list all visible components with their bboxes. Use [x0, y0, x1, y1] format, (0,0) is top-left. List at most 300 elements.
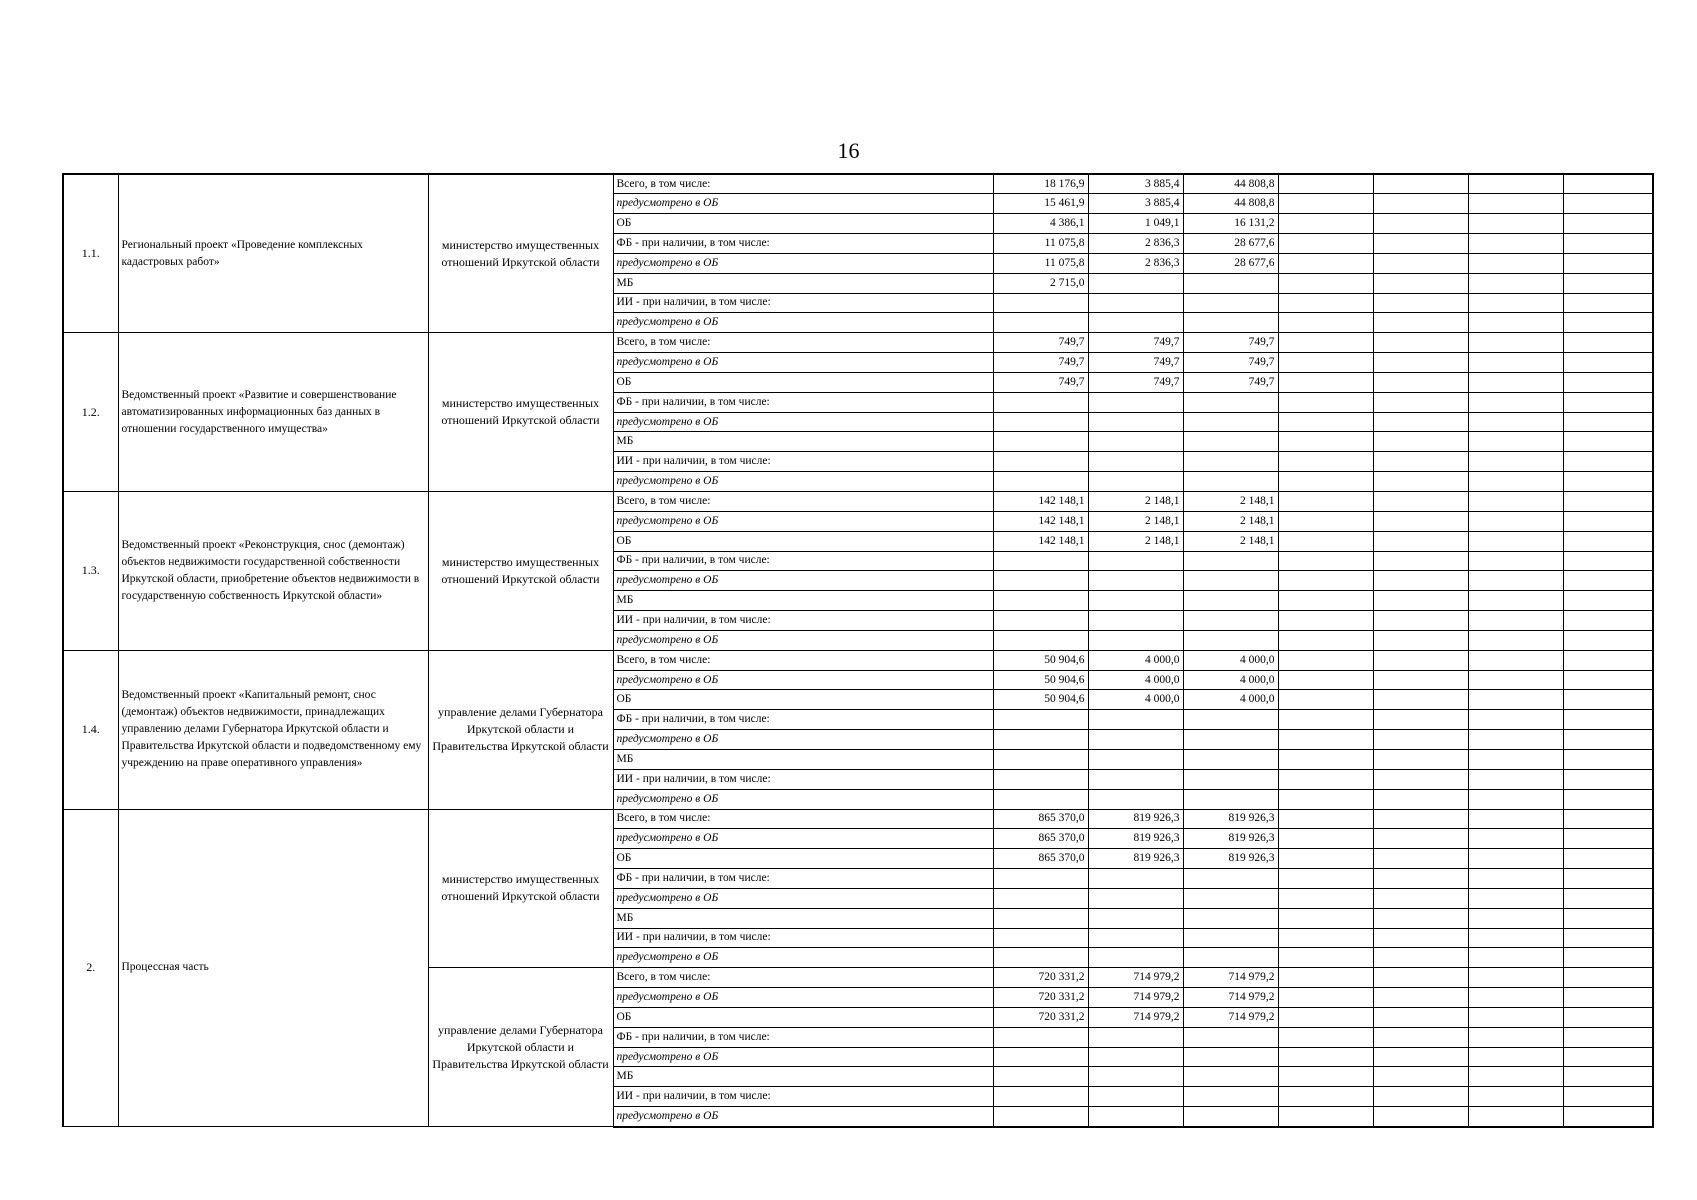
amount-cell	[1183, 611, 1278, 631]
amount-cell	[1183, 1067, 1278, 1087]
amount-cell	[993, 611, 1088, 631]
amount-cell	[993, 1107, 1088, 1127]
empty-amount-cell	[1373, 551, 1468, 571]
empty-amount-cell	[1278, 214, 1373, 234]
empty-amount-cell	[1468, 968, 1563, 988]
amount-cell	[1088, 611, 1183, 631]
empty-amount-cell	[1278, 988, 1373, 1008]
empty-amount-cell	[1278, 293, 1373, 313]
funding-source-label: предусмотрено в ОБ	[613, 313, 993, 333]
funding-source-label: предусмотрено в ОБ	[613, 353, 993, 373]
amount-cell: 865 370,0	[993, 849, 1088, 869]
table-row	[63, 650, 1653, 670]
empty-amount-cell	[1468, 531, 1563, 551]
empty-amount-cell	[1373, 1027, 1468, 1047]
amount-cell: 714 979,2	[1088, 968, 1183, 988]
empty-amount-cell	[1468, 650, 1563, 670]
empty-amount-cell	[1373, 492, 1468, 512]
empty-amount-cell	[1468, 1087, 1563, 1107]
empty-amount-cell	[1373, 511, 1468, 531]
empty-amount-cell	[1373, 1087, 1468, 1107]
empty-amount-cell	[1373, 372, 1468, 392]
item-number: 1.2.	[63, 333, 118, 492]
funding-source-label: ИИ - при наличии, в том числе:	[613, 452, 993, 472]
table-row	[63, 809, 1653, 829]
amount-cell	[993, 472, 1088, 492]
amount-cell	[1088, 452, 1183, 472]
empty-amount-cell	[1278, 908, 1373, 928]
empty-amount-cell	[1373, 869, 1468, 889]
amount-cell	[1088, 1047, 1183, 1067]
empty-amount-cell	[1468, 432, 1563, 452]
empty-amount-cell	[1468, 372, 1563, 392]
empty-amount-cell	[1278, 392, 1373, 412]
amount-cell	[993, 432, 1088, 452]
amount-cell	[993, 710, 1088, 730]
amount-cell: 16 131,2	[1183, 214, 1278, 234]
empty-amount-cell	[1373, 412, 1468, 432]
empty-amount-cell	[1563, 769, 1653, 789]
amount-cell: 714 979,2	[1088, 988, 1183, 1008]
empty-amount-cell	[1468, 313, 1563, 333]
empty-amount-cell	[1373, 273, 1468, 293]
amount-cell	[993, 571, 1088, 591]
funding-source-label: ИИ - при наличии, в том числе:	[613, 611, 993, 631]
amount-cell	[1088, 769, 1183, 789]
amount-cell	[1088, 730, 1183, 750]
empty-amount-cell	[1373, 571, 1468, 591]
amount-cell: 720 331,2	[993, 1007, 1088, 1027]
amount-cell: 2 148,1	[1183, 531, 1278, 551]
funding-source-label: ИИ - при наличии, в том числе:	[613, 769, 993, 789]
amount-cell: 749,7	[1088, 333, 1183, 353]
amount-cell: 749,7	[1183, 353, 1278, 373]
amount-cell: 2 148,1	[1088, 511, 1183, 531]
amount-cell: 2 836,3	[1088, 253, 1183, 273]
empty-amount-cell	[1278, 849, 1373, 869]
empty-amount-cell	[1278, 611, 1373, 631]
empty-amount-cell	[1373, 472, 1468, 492]
empty-amount-cell	[1563, 591, 1653, 611]
funding-source-label: Всего, в том числе:	[613, 333, 993, 353]
amount-cell: 2 836,3	[1088, 234, 1183, 254]
empty-amount-cell	[1278, 531, 1373, 551]
amount-cell	[1183, 293, 1278, 313]
amount-cell	[1183, 591, 1278, 611]
empty-amount-cell	[1278, 551, 1373, 571]
empty-amount-cell	[1468, 690, 1563, 710]
empty-amount-cell	[1563, 472, 1653, 492]
funding-source-label: ИИ - при наличии, в том числе:	[613, 1087, 993, 1107]
amount-cell	[1088, 888, 1183, 908]
amount-cell: 749,7	[1088, 353, 1183, 373]
empty-amount-cell	[1278, 1007, 1373, 1027]
funding-source-label: ОБ	[613, 214, 993, 234]
empty-amount-cell	[1468, 888, 1563, 908]
funding-source-label: Всего, в том числе:	[613, 809, 993, 829]
funding-source-label: предусмотрено в ОБ	[613, 412, 993, 432]
empty-amount-cell	[1468, 1007, 1563, 1027]
item-number: 1.4.	[63, 650, 118, 809]
amount-cell: 2 148,1	[1088, 531, 1183, 551]
empty-amount-cell	[1563, 253, 1653, 273]
empty-amount-cell	[1278, 1047, 1373, 1067]
empty-amount-cell	[1563, 214, 1653, 234]
amount-cell	[1183, 432, 1278, 452]
amount-cell	[1183, 769, 1278, 789]
funding-source-label: предусмотрено в ОБ	[613, 1047, 993, 1067]
amount-cell: 4 000,0	[1183, 650, 1278, 670]
funding-source-label: МБ	[613, 591, 993, 611]
funding-source-label: ФБ - при наличии, в том числе:	[613, 234, 993, 254]
amount-cell: 44 808,8	[1183, 174, 1278, 194]
empty-amount-cell	[1563, 849, 1653, 869]
amount-cell	[1183, 948, 1278, 968]
empty-amount-cell	[1373, 293, 1468, 313]
amount-cell	[1183, 412, 1278, 432]
empty-amount-cell	[1278, 1067, 1373, 1087]
funding-source-label: ОБ	[613, 372, 993, 392]
empty-amount-cell	[1278, 1107, 1373, 1127]
empty-amount-cell	[1278, 690, 1373, 710]
amount-cell: 2 148,1	[1183, 492, 1278, 512]
empty-amount-cell	[1373, 710, 1468, 730]
empty-amount-cell	[1373, 253, 1468, 273]
empty-amount-cell	[1563, 313, 1653, 333]
empty-amount-cell	[1278, 313, 1373, 333]
empty-amount-cell	[1563, 234, 1653, 254]
empty-amount-cell	[1468, 988, 1563, 1008]
amount-cell	[993, 1047, 1088, 1067]
empty-amount-cell	[1278, 730, 1373, 750]
empty-amount-cell	[1563, 273, 1653, 293]
empty-amount-cell	[1373, 888, 1468, 908]
funding-source-label: предусмотрено в ОБ	[613, 194, 993, 214]
empty-amount-cell	[1373, 591, 1468, 611]
funding-source-label: предусмотрено в ОБ	[613, 730, 993, 750]
empty-amount-cell	[1468, 472, 1563, 492]
empty-amount-cell	[1278, 432, 1373, 452]
funding-source-label: предусмотрено в ОБ	[613, 948, 993, 968]
empty-amount-cell	[1278, 749, 1373, 769]
amount-cell	[1088, 749, 1183, 769]
item-number: 2.	[63, 809, 118, 1127]
empty-amount-cell	[1563, 531, 1653, 551]
empty-amount-cell	[1563, 412, 1653, 432]
empty-amount-cell	[1278, 948, 1373, 968]
table-row	[63, 333, 1653, 353]
empty-amount-cell	[1373, 849, 1468, 869]
empty-amount-cell	[1563, 492, 1653, 512]
empty-amount-cell	[1468, 492, 1563, 512]
funding-source-label: Всего, в том числе:	[613, 968, 993, 988]
empty-amount-cell	[1563, 174, 1653, 194]
amount-cell	[993, 591, 1088, 611]
amount-cell: 749,7	[993, 372, 1088, 392]
empty-amount-cell	[1373, 333, 1468, 353]
amount-cell: 3 885,4	[1088, 194, 1183, 214]
empty-amount-cell	[1373, 829, 1468, 849]
empty-amount-cell	[1468, 948, 1563, 968]
empty-amount-cell	[1373, 650, 1468, 670]
empty-amount-cell	[1468, 769, 1563, 789]
amount-cell	[1088, 273, 1183, 293]
empty-amount-cell	[1563, 809, 1653, 829]
empty-amount-cell	[1278, 968, 1373, 988]
amount-cell: 714 979,2	[1088, 1007, 1183, 1027]
amount-cell	[993, 730, 1088, 750]
empty-amount-cell	[1563, 968, 1653, 988]
executor-name: министерство имущественных отношений Иркутской области	[428, 333, 613, 492]
amount-cell	[1088, 789, 1183, 809]
empty-amount-cell	[1278, 511, 1373, 531]
empty-amount-cell	[1278, 273, 1373, 293]
empty-amount-cell	[1373, 452, 1468, 472]
empty-amount-cell	[1278, 650, 1373, 670]
amount-cell: 50 904,6	[993, 670, 1088, 690]
empty-amount-cell	[1278, 888, 1373, 908]
amount-cell	[1183, 273, 1278, 293]
empty-amount-cell	[1468, 829, 1563, 849]
empty-amount-cell	[1563, 749, 1653, 769]
amount-cell	[1088, 710, 1183, 730]
empty-amount-cell	[1468, 511, 1563, 531]
amount-cell	[993, 551, 1088, 571]
amount-cell: 4 386,1	[993, 214, 1088, 234]
empty-amount-cell	[1373, 432, 1468, 452]
amount-cell: 2 148,1	[1088, 492, 1183, 512]
empty-amount-cell	[1563, 1107, 1653, 1127]
amount-cell	[1183, 1027, 1278, 1047]
amount-cell	[993, 630, 1088, 650]
empty-amount-cell	[1563, 670, 1653, 690]
amount-cell	[1183, 888, 1278, 908]
funding-source-label: предусмотрено в ОБ	[613, 988, 993, 1008]
empty-amount-cell	[1278, 630, 1373, 650]
amount-cell	[993, 869, 1088, 889]
amount-cell: 4 000,0	[1183, 670, 1278, 690]
empty-amount-cell	[1563, 194, 1653, 214]
empty-amount-cell	[1278, 492, 1373, 512]
empty-amount-cell	[1373, 948, 1468, 968]
empty-amount-cell	[1563, 611, 1653, 631]
empty-amount-cell	[1563, 710, 1653, 730]
empty-amount-cell	[1468, 849, 1563, 869]
funding-source-label: предусмотрено в ОБ	[613, 1107, 993, 1127]
amount-cell	[1088, 551, 1183, 571]
empty-amount-cell	[1468, 174, 1563, 194]
empty-amount-cell	[1563, 690, 1653, 710]
funding-source-label: предусмотрено в ОБ	[613, 253, 993, 273]
amount-cell	[1183, 630, 1278, 650]
empty-amount-cell	[1278, 194, 1373, 214]
empty-amount-cell	[1468, 809, 1563, 829]
funding-source-label: ФБ - при наличии, в том числе:	[613, 1027, 993, 1047]
empty-amount-cell	[1278, 174, 1373, 194]
amount-cell: 720 331,2	[993, 968, 1088, 988]
empty-amount-cell	[1278, 253, 1373, 273]
amount-cell: 11 075,8	[993, 253, 1088, 273]
funding-source-label: ИИ - при наличии, в том числе:	[613, 928, 993, 948]
funding-source-label: МБ	[613, 908, 993, 928]
amount-cell: 4 000,0	[1088, 670, 1183, 690]
amount-cell	[993, 789, 1088, 809]
project-name: Региональный проект «Проведение комплексных кадастровых работ»	[118, 174, 428, 333]
empty-amount-cell	[1373, 769, 1468, 789]
funding-source-label: МБ	[613, 432, 993, 452]
amount-cell: 28 677,6	[1183, 253, 1278, 273]
funding-source-label: предусмотрено в ОБ	[613, 571, 993, 591]
empty-amount-cell	[1278, 571, 1373, 591]
funding-source-label: предусмотрено в ОБ	[613, 670, 993, 690]
project-name: Ведомственный проект «Реконструкция, снос (демонтаж) объектов недвижимости государственной собственности Иркутской области, приобретение объектов недвижимости в государственную собственность Иркутской области»	[118, 492, 428, 651]
funding-source-label: ОБ	[613, 531, 993, 551]
empty-amount-cell	[1468, 1067, 1563, 1087]
empty-amount-cell	[1468, 710, 1563, 730]
funding-source-label: предусмотрено в ОБ	[613, 511, 993, 531]
empty-amount-cell	[1373, 988, 1468, 1008]
amount-cell	[1088, 571, 1183, 591]
funding-source-label: МБ	[613, 1067, 993, 1087]
amount-cell: 1 049,1	[1088, 214, 1183, 234]
empty-amount-cell	[1468, 749, 1563, 769]
empty-amount-cell	[1278, 591, 1373, 611]
empty-amount-cell	[1373, 214, 1468, 234]
executor-name: министерство имущественных отношений Иркутской области	[428, 174, 613, 333]
empty-amount-cell	[1373, 928, 1468, 948]
amount-cell	[1183, 749, 1278, 769]
funding-source-label: МБ	[613, 273, 993, 293]
amount-cell	[1088, 869, 1183, 889]
empty-amount-cell	[1278, 670, 1373, 690]
empty-amount-cell	[1373, 392, 1468, 412]
amount-cell	[1183, 551, 1278, 571]
executor-name: министерство имущественных отношений Иркутской области	[428, 809, 613, 968]
empty-amount-cell	[1563, 511, 1653, 531]
amount-cell	[1183, 928, 1278, 948]
funding-source-label: Всего, в том числе:	[613, 174, 993, 194]
empty-amount-cell	[1278, 452, 1373, 472]
empty-amount-cell	[1563, 1027, 1653, 1047]
empty-amount-cell	[1373, 234, 1468, 254]
empty-amount-cell	[1468, 353, 1563, 373]
amount-cell: 28 677,6	[1183, 234, 1278, 254]
empty-amount-cell	[1468, 908, 1563, 928]
empty-amount-cell	[1278, 412, 1373, 432]
amount-cell	[1183, 869, 1278, 889]
funding-source-label: предусмотрено в ОБ	[613, 472, 993, 492]
amount-cell	[1183, 1047, 1278, 1067]
amount-cell	[993, 888, 1088, 908]
empty-amount-cell	[1563, 1087, 1653, 1107]
amount-cell	[1183, 710, 1278, 730]
empty-amount-cell	[1278, 829, 1373, 849]
amount-cell	[1183, 789, 1278, 809]
amount-cell	[1088, 1027, 1183, 1047]
amount-cell	[993, 928, 1088, 948]
item-number: 1.1.	[63, 174, 118, 333]
amount-cell	[1183, 313, 1278, 333]
empty-amount-cell	[1563, 730, 1653, 750]
empty-amount-cell	[1468, 571, 1563, 591]
empty-amount-cell	[1563, 869, 1653, 889]
empty-amount-cell	[1278, 234, 1373, 254]
empty-amount-cell	[1468, 194, 1563, 214]
funding-source-label: предусмотрено в ОБ	[613, 829, 993, 849]
amount-cell: 714 979,2	[1183, 968, 1278, 988]
amount-cell	[1088, 432, 1183, 452]
empty-amount-cell	[1468, 1047, 1563, 1067]
empty-amount-cell	[1563, 888, 1653, 908]
amount-cell: 749,7	[1088, 372, 1183, 392]
empty-amount-cell	[1563, 1007, 1653, 1027]
amount-cell: 4 000,0	[1088, 690, 1183, 710]
empty-amount-cell	[1373, 789, 1468, 809]
empty-amount-cell	[1468, 869, 1563, 889]
page-number: 16	[837, 138, 860, 163]
empty-amount-cell	[1563, 1047, 1653, 1067]
amount-cell	[993, 749, 1088, 769]
funding-source-label: Всего, в том числе:	[613, 650, 993, 670]
empty-amount-cell	[1373, 531, 1468, 551]
empty-amount-cell	[1373, 968, 1468, 988]
budget-table	[62, 173, 1654, 1128]
empty-amount-cell	[1563, 353, 1653, 373]
empty-amount-cell	[1468, 1107, 1563, 1127]
empty-amount-cell	[1373, 1047, 1468, 1067]
amount-cell	[1088, 1087, 1183, 1107]
empty-amount-cell	[1563, 333, 1653, 353]
empty-amount-cell	[1373, 174, 1468, 194]
amount-cell	[1088, 472, 1183, 492]
amount-cell	[993, 769, 1088, 789]
empty-amount-cell	[1373, 1007, 1468, 1027]
amount-cell	[1183, 472, 1278, 492]
amount-cell	[1088, 1067, 1183, 1087]
empty-amount-cell	[1563, 372, 1653, 392]
amount-cell	[1183, 1107, 1278, 1127]
empty-amount-cell	[1373, 353, 1468, 373]
amount-cell	[993, 412, 1088, 432]
amount-cell: 749,7	[993, 353, 1088, 373]
empty-amount-cell	[1278, 472, 1373, 492]
empty-amount-cell	[1373, 690, 1468, 710]
funding-source-label: ОБ	[613, 1007, 993, 1027]
amount-cell: 2 148,1	[1183, 511, 1278, 531]
amount-cell	[993, 1087, 1088, 1107]
executor-name: управление делами Губернатора Иркутской области и Правительства Иркутской области	[428, 968, 613, 1127]
empty-amount-cell	[1468, 630, 1563, 650]
funding-source-label: Всего, в том числе:	[613, 492, 993, 512]
empty-amount-cell	[1563, 432, 1653, 452]
amount-cell	[1088, 591, 1183, 611]
item-number: 1.3.	[63, 492, 118, 651]
amount-cell	[1088, 928, 1183, 948]
empty-amount-cell	[1468, 253, 1563, 273]
project-name: Ведомственный проект «Капитальный ремонт, снос (демонтаж) объектов недвижимости, принадлежащих управлению делами Губернатора Иркутской области и Правительства Иркутской области и подведомственному ему учреждению на праве оперативного управления»	[118, 650, 428, 809]
funding-source-label: предусмотрено в ОБ	[613, 789, 993, 809]
empty-amount-cell	[1373, 611, 1468, 631]
funding-source-label: предусмотрено в ОБ	[613, 630, 993, 650]
executor-name: управление делами Губернатора Иркутской области и Правительства Иркутской области	[428, 650, 613, 809]
empty-amount-cell	[1563, 551, 1653, 571]
empty-amount-cell	[1373, 313, 1468, 333]
empty-amount-cell	[1278, 710, 1373, 730]
empty-amount-cell	[1278, 928, 1373, 948]
amount-cell	[1088, 392, 1183, 412]
amount-cell	[993, 452, 1088, 472]
empty-amount-cell	[1278, 809, 1373, 829]
